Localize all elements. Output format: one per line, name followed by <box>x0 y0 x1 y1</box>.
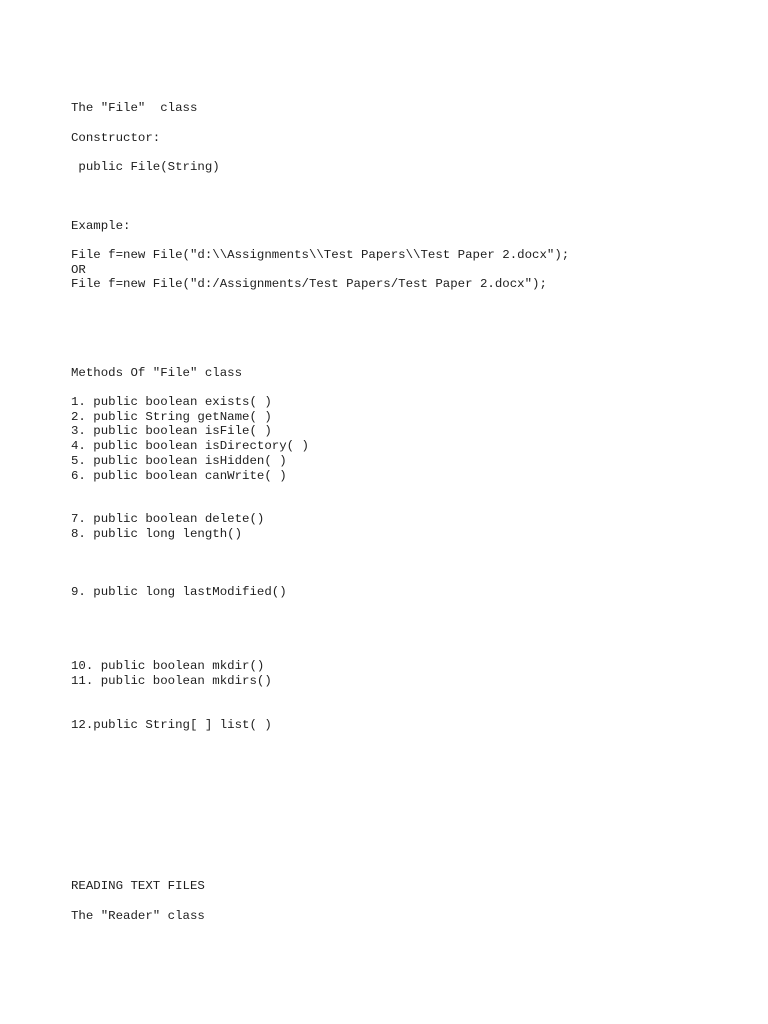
reader-class-heading: The "Reader" class <box>71 909 205 923</box>
example-line-1: File f=new File("d:\\Assignments\\Test Papers\\Test Paper 2.docx"); <box>71 248 570 262</box>
file-class-heading: The "File" class <box>71 101 198 115</box>
method-item: 3. public boolean isFile( ) <box>71 424 272 438</box>
method-item: 1. public boolean exists( ) <box>71 395 272 409</box>
method-item: 9. public long lastModified() <box>71 585 287 599</box>
constructor-signature: public File(String) <box>71 160 220 174</box>
example-line-2: File f=new File("d:/Assignments/Test Papers/Test Paper 2.docx"); <box>71 277 547 291</box>
reading-heading: READING TEXT FILES <box>71 879 205 893</box>
example-label: Example: <box>71 219 131 233</box>
method-item: 12.public String[ ] list( ) <box>71 718 272 732</box>
method-item: 5. public boolean isHidden( ) <box>71 454 287 468</box>
method-item: 11. public boolean mkdirs() <box>71 674 272 688</box>
method-item: 10. public boolean mkdir() <box>71 659 265 673</box>
example-or: OR <box>71 263 86 277</box>
method-item: 4. public boolean isDirectory( ) <box>71 439 309 453</box>
methods-heading: Methods Of "File" class <box>71 366 243 380</box>
method-item: 7. public boolean delete() <box>71 512 265 526</box>
method-item: 6. public boolean canWrite( ) <box>71 469 287 483</box>
method-item: 2. public String getName( ) <box>71 410 272 424</box>
constructor-label: Constructor: <box>71 131 161 145</box>
method-item: 8. public long length() <box>71 527 243 541</box>
